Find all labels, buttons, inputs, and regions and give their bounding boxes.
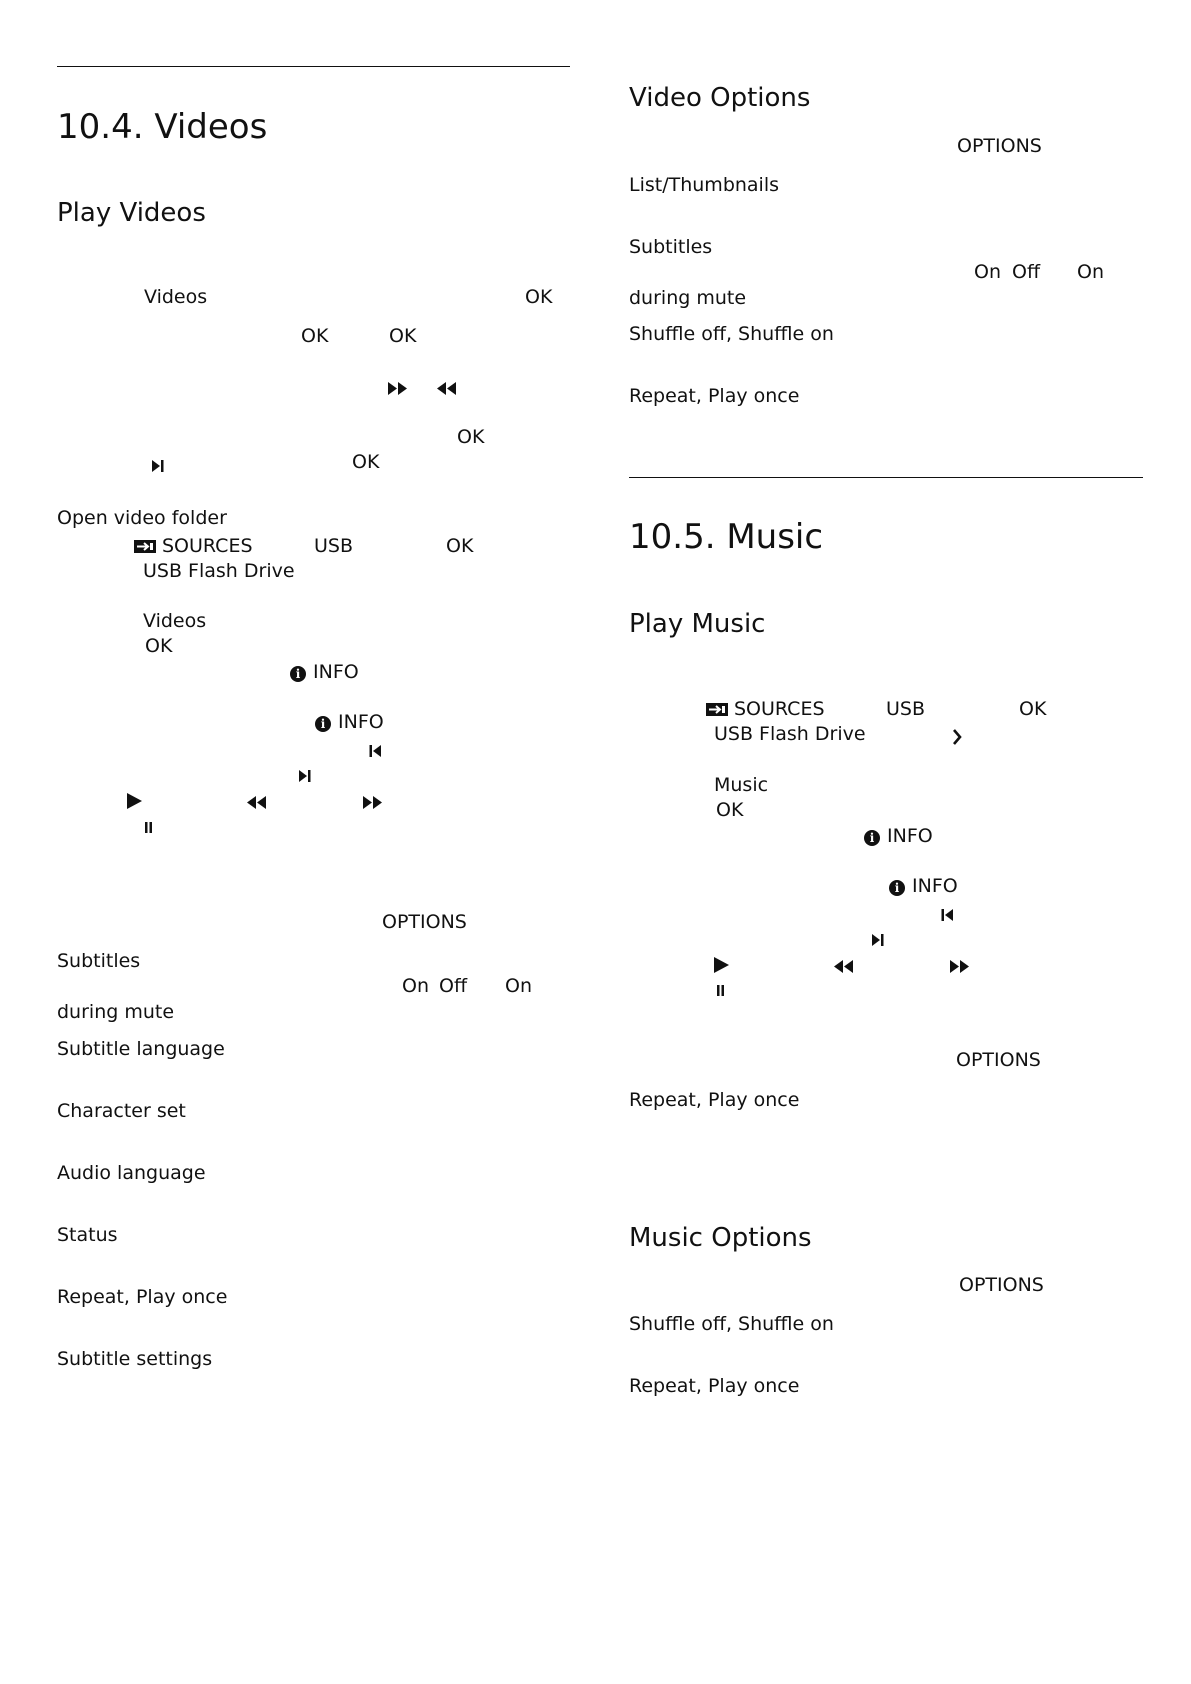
repeat-play-once-label: Repeat, Play once [629,1375,800,1397]
on-label: On [402,975,429,997]
usb-label: USB [886,698,926,720]
ok-label: OK [389,325,417,347]
ok-label: OK [145,635,173,657]
play-icon [714,957,729,973]
rewind-icon [437,382,457,395]
list-thumbnails-label: List/Thumbnails [629,174,780,196]
on-label: On [1077,261,1104,283]
subtitle-settings-label: Subtitle settings [57,1348,213,1370]
subtitles-label: Subtitles [57,950,141,972]
options-label: OPTIONS [959,1274,1044,1296]
next-icon [152,460,164,472]
options-label: OPTIONS [956,1049,1041,1071]
status-label: Status [57,1224,118,1246]
during-mute-label: during mute [57,1001,175,1023]
usb-flash-drive-label: USB Flash Drive [714,723,866,745]
pause-icon [716,985,725,996]
next-icon [299,770,311,782]
music-options-heading: Music Options [629,1223,812,1253]
ok-label: OK [446,535,474,557]
music-folder-label: Music [714,774,769,796]
subtitle-language-label: Subtitle language [57,1038,225,1060]
repeat-play-once-label: Repeat, Play once [57,1286,228,1308]
video-options-heading: Video Options [629,83,811,113]
repeat-play-once-label: Repeat, Play once [629,385,800,407]
during-mute-label: during mute [629,287,747,309]
repeat-play-once-label: Repeat, Play once [629,1089,800,1111]
sources-icon [134,540,156,553]
info-label: INFO [887,825,933,847]
sources-label: SOURCES [162,535,253,557]
off-label: Off [439,975,468,997]
info-icon: i [889,880,905,896]
sources-icon [706,703,728,716]
on-label: On [505,975,532,997]
ok-label: OK [716,799,744,821]
section-title-music: 10.5. Music [629,517,824,557]
rewind-icon [247,796,267,809]
ok-label: OK [352,451,380,473]
pause-icon [144,822,153,833]
usb-flash-drive-label: USB Flash Drive [143,560,295,582]
previous-icon [369,745,381,757]
next-icon [872,934,884,946]
character-set-label: Character set [57,1100,186,1122]
shuffle-label: Shuffle off, Shuffle on [629,1313,834,1335]
shuffle-label: Shuffle off, Shuffle on [629,323,834,345]
right-section-rule [629,477,1143,478]
rewind-icon [834,960,854,973]
fast-forward-icon [388,382,408,395]
sources-label: SOURCES [734,698,825,720]
ok-label: OK [301,325,329,347]
section-title-videos: 10.4. Videos [57,107,268,147]
info-icon: i [315,716,331,732]
ok-label: OK [525,286,553,308]
play-videos-heading: Play Videos [57,198,206,228]
open-video-folder-heading: Open video folder [57,507,227,529]
fast-forward-icon [950,960,970,973]
info-label: INFO [313,661,359,683]
info-label: INFO [912,875,958,897]
ok-label: OK [457,426,485,448]
play-icon [127,793,142,809]
usb-label: USB [314,535,354,557]
play-music-heading: Play Music [629,609,766,639]
off-label: Off [1012,261,1041,283]
previous-icon [941,909,953,921]
videos-folder-label: Videos [143,610,207,632]
on-label: On [974,261,1001,283]
videos-label: Videos [144,286,208,308]
ok-label: OK [1019,698,1047,720]
chevron-right-icon [952,729,962,745]
info-icon: i [290,666,306,682]
left-top-rule [57,66,570,67]
options-label: OPTIONS [382,911,467,933]
subtitles-label: Subtitles [629,236,713,258]
options-label: OPTIONS [957,135,1042,157]
fast-forward-icon [363,796,383,809]
audio-language-label: Audio language [57,1162,206,1184]
info-label: INFO [338,711,384,733]
info-icon: i [864,830,880,846]
